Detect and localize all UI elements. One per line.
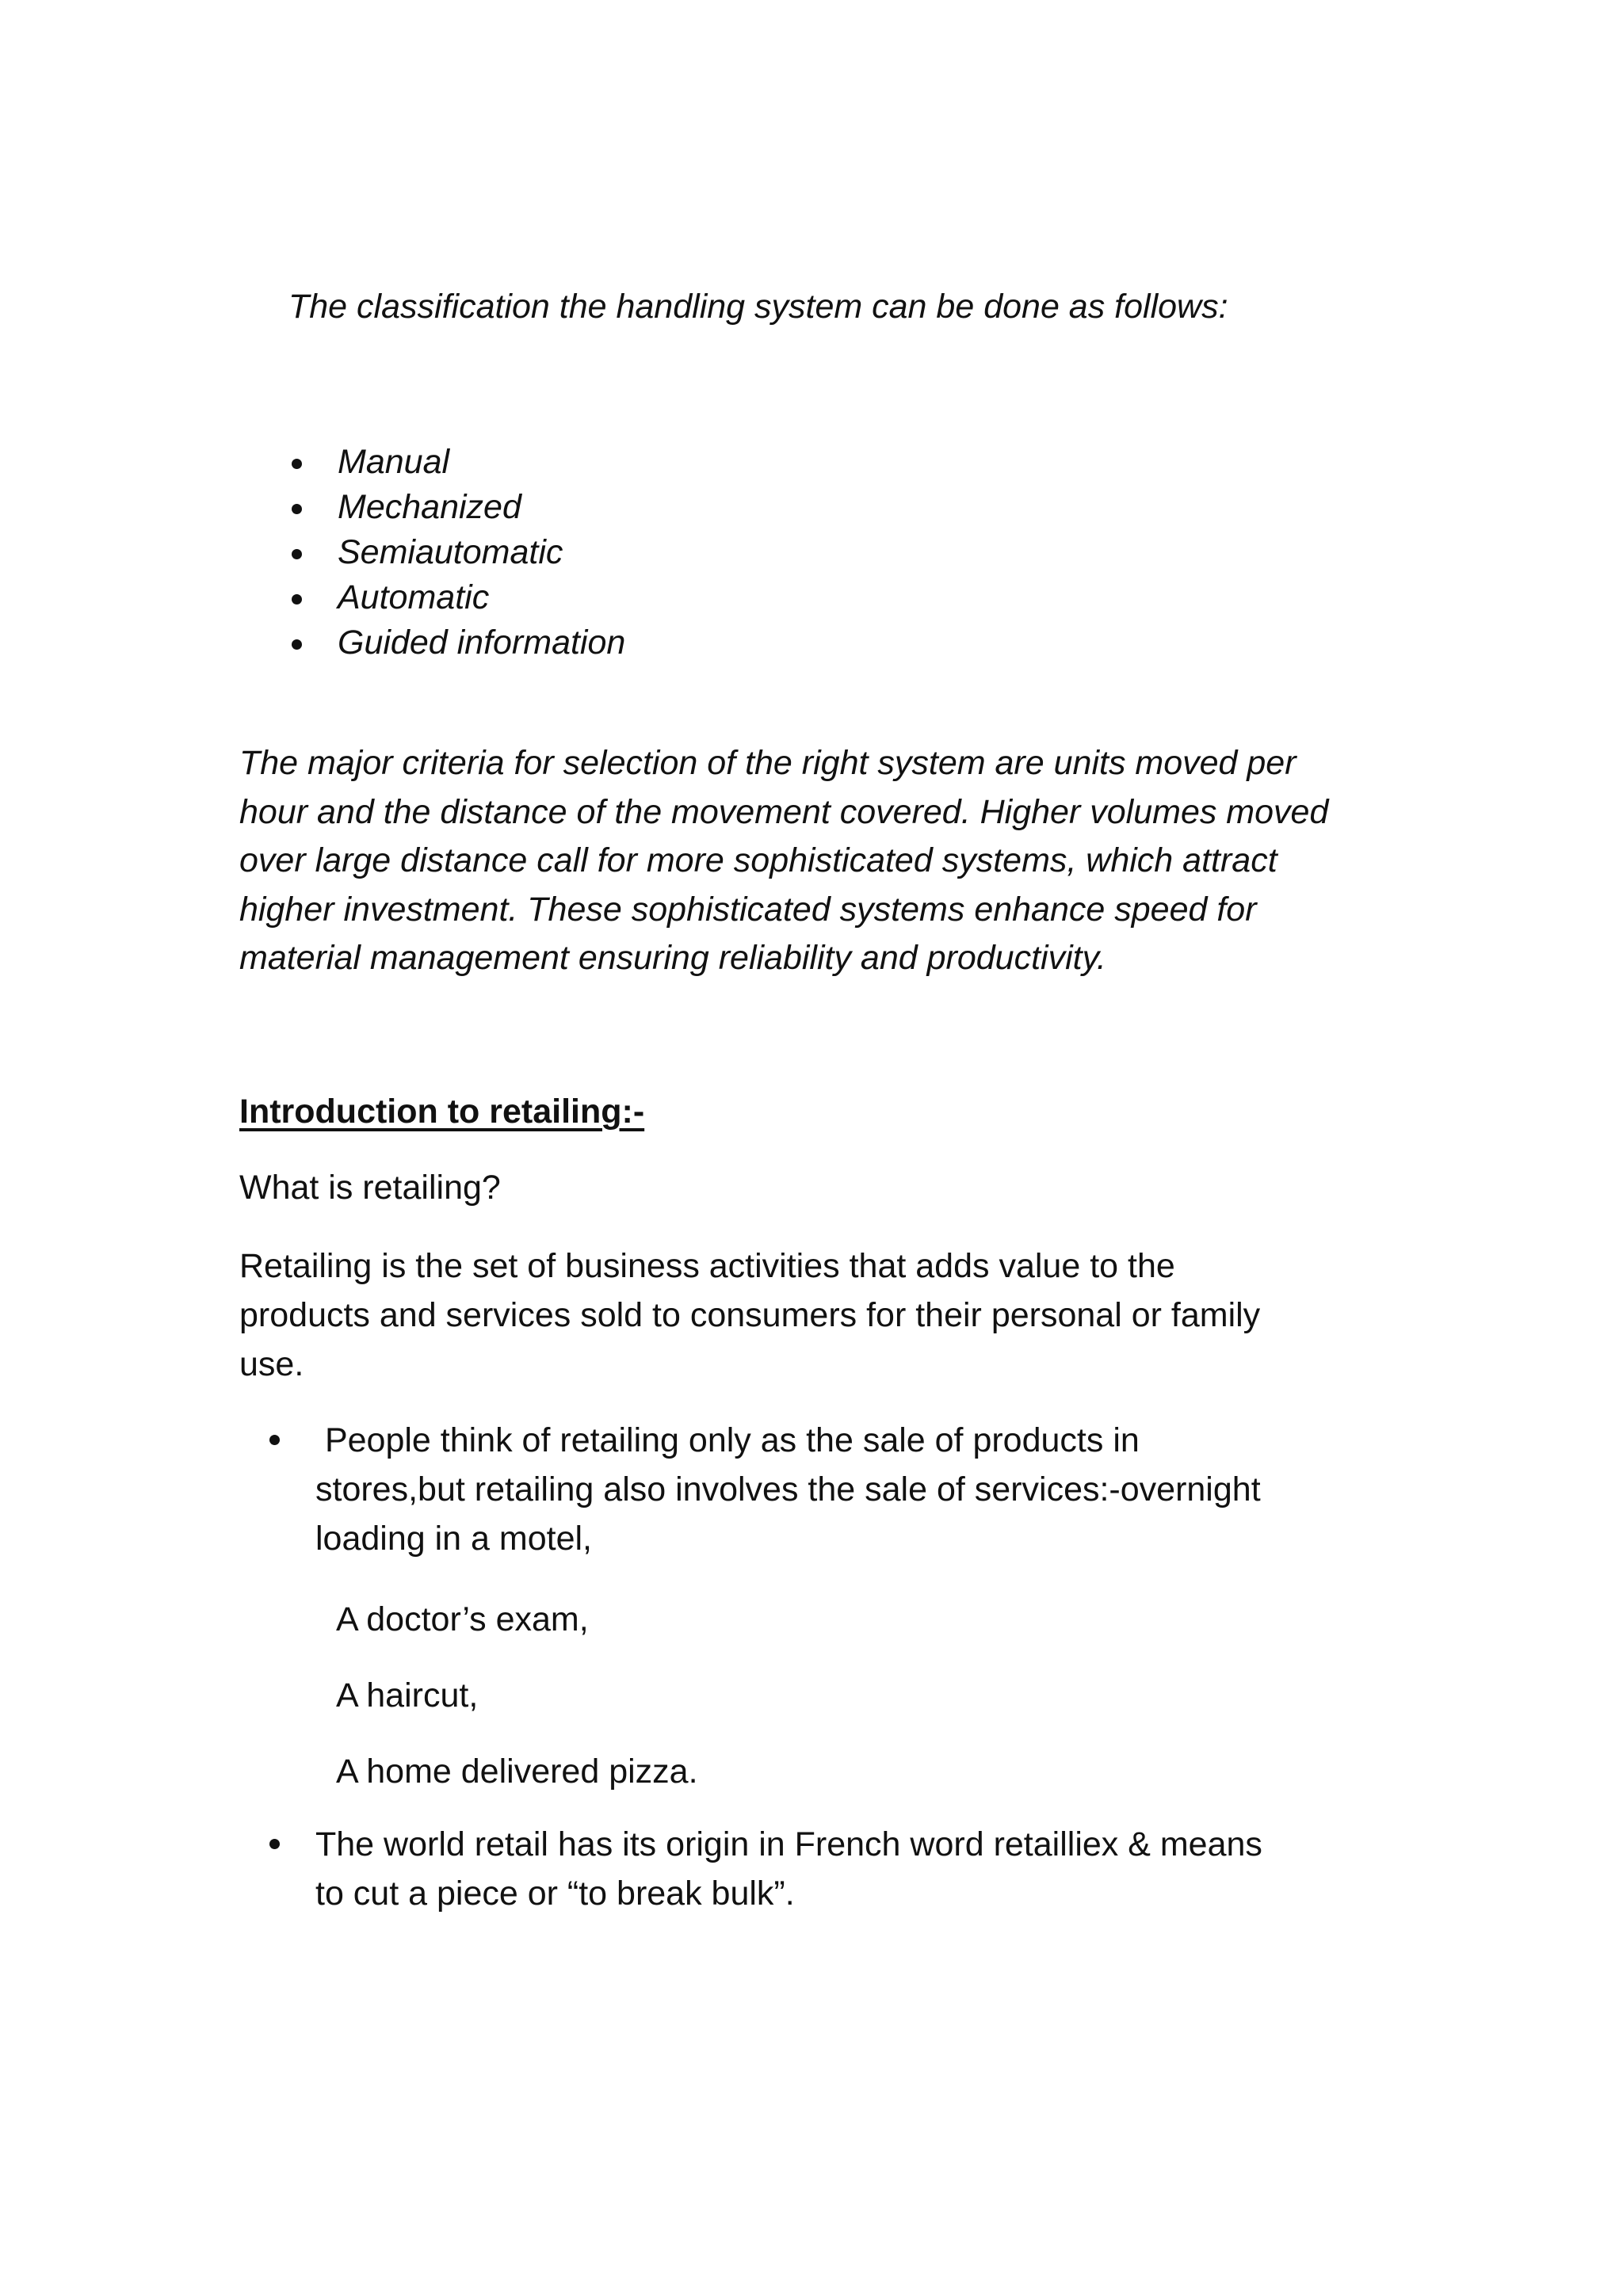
paragraph-line: stores,but retailing also involves the sale of services:-overnight: [315, 1470, 1261, 1508]
section-question: What is retailing?: [239, 1169, 501, 1207]
list-item: Mechanized: [288, 485, 625, 530]
paragraph-line: The major criteria for selection of the right system are units moved per: [239, 744, 1296, 782]
definition-paragraph: [239, 1241, 1260, 1389]
paragraph-line: hour and the distance of the movement covered. Higher volumes moved: [239, 792, 1329, 831]
list-item: Guided information: [288, 620, 625, 666]
classification-list: [288, 440, 625, 666]
list-item: Automatic: [288, 575, 625, 620]
paragraph-line: over large distance call for more sophisticated systems, which attract: [239, 841, 1277, 879]
list-item: Manual: [288, 440, 625, 485]
paragraph-line: People think of retailing only as the sale of products in: [315, 1421, 1140, 1459]
paragraph-line: The world retail has its origin in French word retailliex & means: [315, 1825, 1262, 1863]
example-item: A home delivered pizza.: [336, 1753, 698, 1791]
bullet-paragraph-origin: [315, 1820, 1262, 1918]
bullet-icon: [269, 1839, 280, 1849]
bullet-icon: [269, 1435, 280, 1445]
paragraph-line: higher investment. These sophisticated systems enhance speed for: [239, 890, 1257, 929]
paragraph-line: use.: [239, 1345, 304, 1383]
paragraph-line: products and services sold to consumers for their personal or family: [239, 1296, 1261, 1334]
paragraph-line: Retailing is the set of business activities that adds value to the: [239, 1247, 1175, 1285]
paragraph-line: loading in a motel,: [315, 1520, 592, 1558]
paragraph-line: to cut a piece or “to break bulk”.: [315, 1875, 795, 1913]
paragraph-line: material management ensuring reliability and productivity.: [239, 939, 1106, 977]
section-heading: Introduction to retailing:-: [239, 1093, 645, 1131]
bullet-paragraph-services: [315, 1416, 1261, 1563]
example-item: A haircut,: [336, 1676, 479, 1714]
list-item: Semiautomatic: [288, 530, 625, 575]
classification-intro: The classification the handling system can be done as follows:: [288, 288, 1228, 326]
criteria-paragraph: [239, 739, 1328, 983]
example-item: A doctor’s exam,: [336, 1600, 589, 1638]
